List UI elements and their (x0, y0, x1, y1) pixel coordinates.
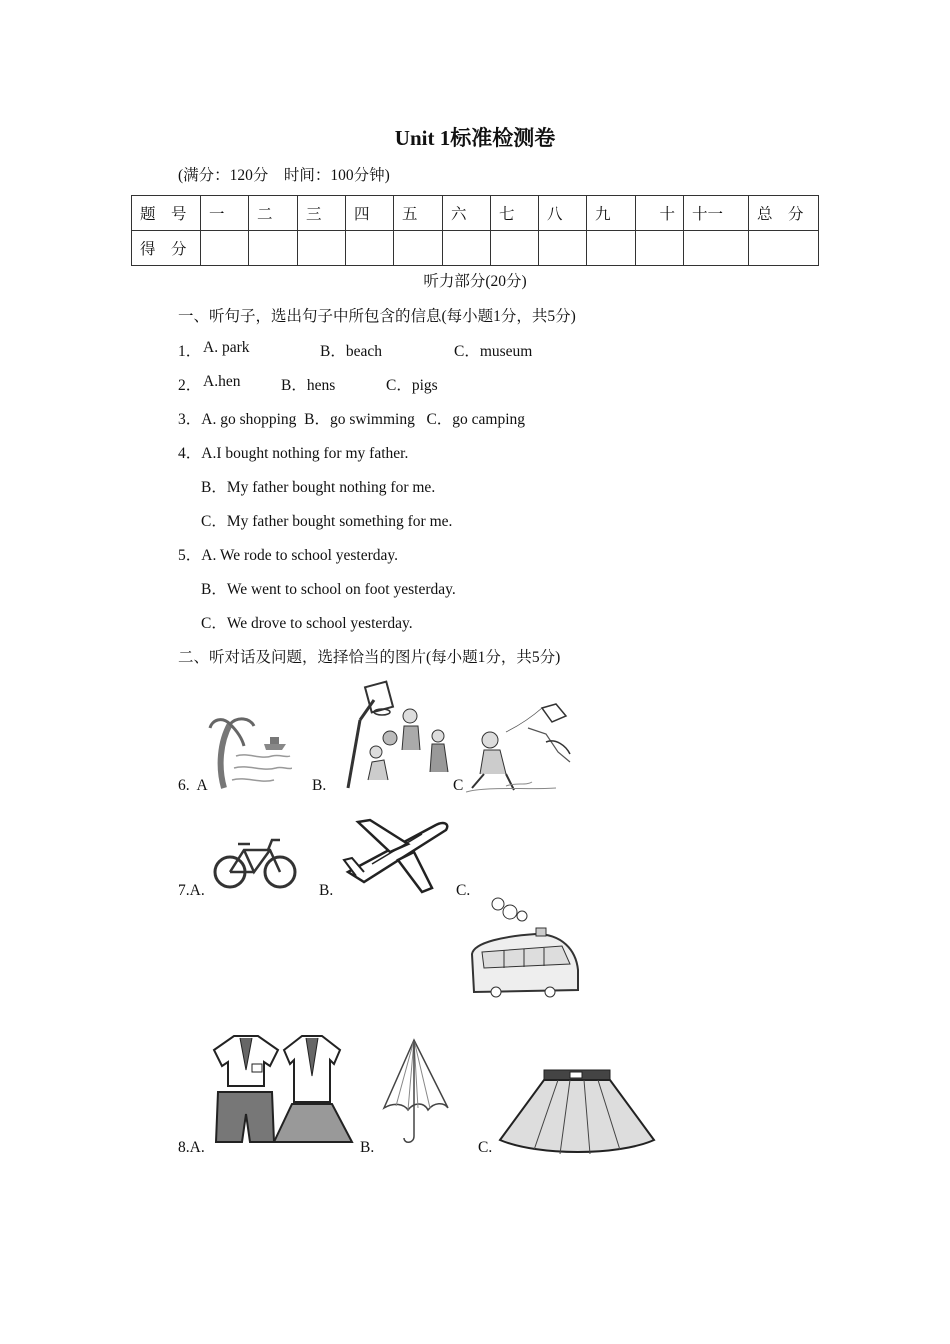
score-input-cell[interactable] (587, 231, 636, 266)
umbrella-icon (378, 1036, 450, 1148)
q7-label-c: C. (456, 882, 471, 899)
q6-label-b: B. (312, 777, 327, 794)
skirt-icon (498, 1066, 656, 1156)
q5-option-a: 5．A. We rode to school yesterday. (178, 547, 399, 564)
score-input-cell[interactable] (201, 231, 249, 266)
q6-label-a: 6. A (178, 777, 208, 794)
q2-option-a: A.hen (203, 373, 241, 390)
beach-icon (208, 712, 292, 790)
q1-option-c: C．museum (454, 343, 533, 360)
q1-option-a: A. park (203, 339, 250, 356)
q4-option-b: B．My father bought nothing for me. (201, 479, 436, 496)
score-input-cell[interactable] (749, 231, 819, 266)
q5-option-c: C．We drove to school yesterday. (201, 615, 413, 632)
q2-num: 2． (178, 377, 202, 394)
q1-num: 1． (178, 343, 202, 360)
score-input-cell[interactable] (346, 231, 394, 266)
q6-label-c: C (453, 777, 464, 794)
table-cell: 二 (249, 196, 298, 231)
section2-heading: 二、听对话及问题，选择恰当的图片(每小题1分，共5分) (178, 649, 561, 666)
score-input-cell[interactable] (636, 231, 684, 266)
section1-heading: 一、听句子，选出句子中所包含的信息(每小题1分，共5分) (178, 308, 576, 325)
score-input-cell[interactable] (443, 231, 491, 266)
q1-option-b: B．beach (320, 343, 382, 360)
table-row (132, 196, 819, 231)
uniform-icon (206, 1030, 354, 1150)
q4-option-a: 4．A.I bought nothing for my father. (178, 445, 409, 462)
table-cell: 一 (201, 196, 249, 231)
score-input-cell[interactable] (394, 231, 443, 266)
q2-option-c: C．pigs (386, 377, 438, 394)
table-cell: 得 分 (132, 231, 201, 266)
table-cell: 三 (298, 196, 346, 231)
listening-header: 听力部分(20分) (423, 273, 527, 290)
table-cell: 十一 (684, 196, 749, 231)
table-row (132, 231, 819, 266)
basketball-icon (338, 680, 454, 792)
exam-info: (满分：120分 时间：100分钟) (178, 167, 390, 184)
train-icon (466, 894, 580, 1004)
score-input-cell[interactable] (249, 231, 298, 266)
table-cell: 九 (587, 196, 636, 231)
q3-line: 3．A. go shopping B．go swimming C．go camping (178, 411, 526, 428)
score-table (131, 195, 819, 266)
table-cell: 七 (491, 196, 539, 231)
score-input-cell[interactable] (684, 231, 749, 266)
q8-label-c: C. (478, 1139, 493, 1156)
q7-label-b: B. (319, 882, 334, 899)
kite-icon (466, 702, 578, 794)
score-input-cell[interactable] (539, 231, 587, 266)
q2-option-b: B．hens (281, 377, 336, 394)
q8-label-b: B. (360, 1139, 375, 1156)
q7-label-a: 7.A. (178, 882, 205, 899)
q4-option-c: C．My father bought something for me. (201, 513, 453, 530)
table-cell: 五 (394, 196, 443, 231)
table-cell: 总 分 (749, 196, 819, 231)
airplane-icon (342, 816, 452, 896)
table-cell: 题 号 (132, 196, 201, 231)
page-title: Unit 1标准检测卷 (394, 126, 556, 150)
table-cell: 十 (636, 196, 684, 231)
score-input-cell[interactable] (491, 231, 539, 266)
table-cell: 八 (539, 196, 587, 231)
table-cell: 六 (443, 196, 491, 231)
table-cell: 四 (346, 196, 394, 231)
score-input-cell[interactable] (298, 231, 346, 266)
bicycle-icon (212, 834, 298, 892)
q5-option-b: B．We went to school on foot yesterday. (201, 581, 456, 598)
q8-label-a: 8.A. (178, 1139, 205, 1156)
